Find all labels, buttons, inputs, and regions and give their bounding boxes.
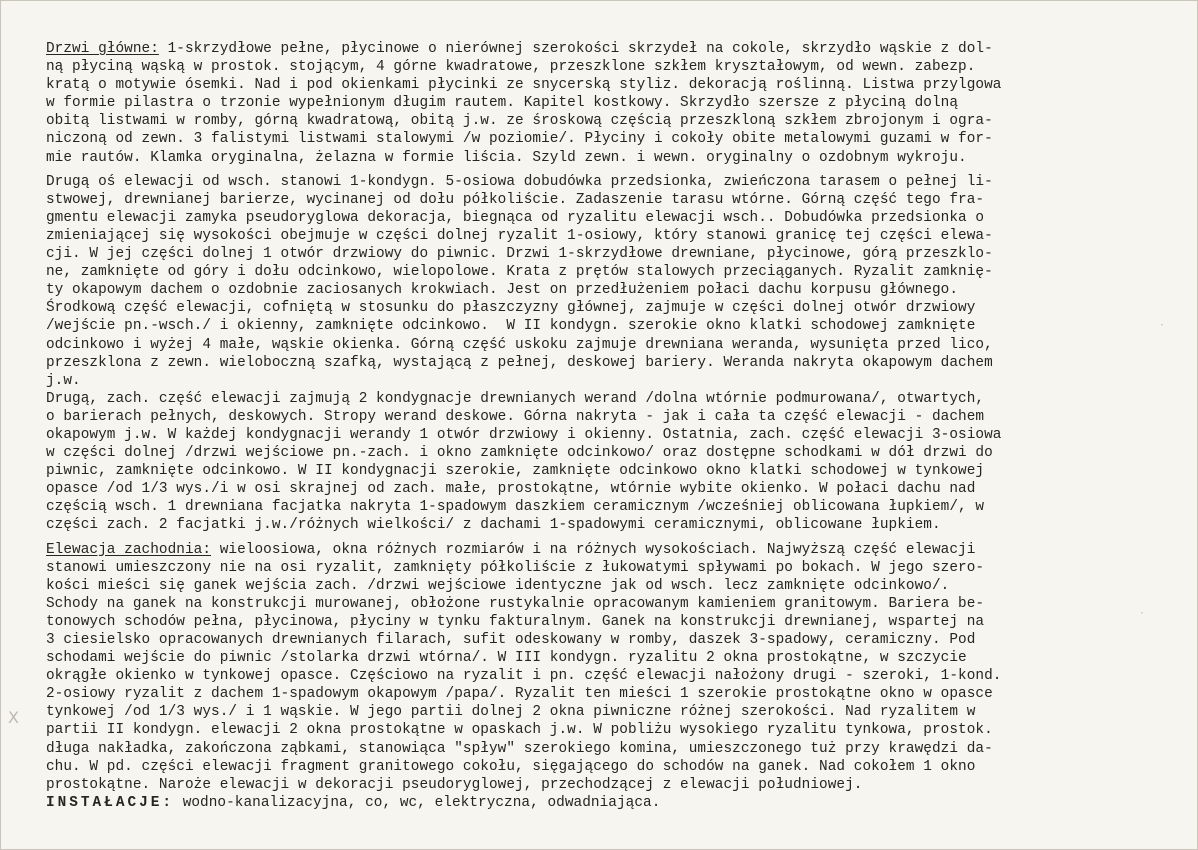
paragraph3-line: długa nakładka, zakończona ząbkami, stanowiąca "spływ" szerokiego komina, umieszczonego tuż przy krawędzi da-	[46, 740, 993, 757]
paragraph3-line: stanowi umieszczony nie na osi ryzalit, zamknięty półkoliście z łukowatymi spływami po bokach. W jego szero-	[46, 559, 985, 576]
paragraph3-line: tynkowej /od 1/3 wys./ i 1 wąskie. W jego partii dolnej 2 okna piwniczne różnej szerokości. Nad ryzalitem w	[46, 704, 976, 721]
paragraph2-line: zmieniającej się wysokości obejmuje w części dolnej ryzalit 1-osiowy, który stanowi granicę tej części elewa-	[46, 227, 993, 244]
paragraph2-line: opasce /od 1/3 wys./i w osi skrajnej od zach. małe, prostokątne, wtórnie wybite okienko. W połaci dachu nad	[46, 481, 976, 498]
paragraph3-line: 3 ciesielsko opracowanych drewnianych filarach, sufit odeskowany w romby, daszek 3-spadowy, ceramiczny. Pod	[46, 632, 976, 648]
paragraph2-line: Drugą, zach. część elewacji zajmują 2 kondygnacje drewnianych werand /dolna wtórnie podmurowana/, otwartych,	[46, 390, 985, 407]
paragraph2-line: stwowej, drewnianej barierze, wycinanej od dołu półkoliście. Zadaszenie tarasu wtórne. Górną część tego fra-	[46, 191, 985, 208]
paragraph1-label: Drzwi główne:	[46, 41, 159, 57]
paragraph3-line: okrągłe okienko w tynkowej opasce. Częściowo na ryzalit i pn. część elewacji nałożony drugi - szeroki, 1-kond.	[46, 668, 1002, 685]
paragraph2-line: części zach. 2 facjatki j.w./różnych wielkości/ z dachami 1-spadowymi ceramicznymi, oblicowane łupkiem.	[46, 517, 941, 534]
typewritten-text	[46, 40, 1166, 812]
paragraph1-line: mie rautów. Klamka oryginalna, żelazna w formie liścia. Szyld zewn. i wewn. oryginalny o ozdobnym wykroju.	[46, 149, 967, 166]
paragraph3-label: Elewacja zachodnia:	[46, 541, 212, 558]
paragraph3-line: schodami wejście do piwnic /stolarka drzwi wtórna/. W III kondygn. ryzalitu 2 okna prostokątne, w szczycie	[46, 650, 967, 667]
paragraph2-line: Drugą oś elewacji od wsch. stanowi 1-kondygn. 5-osiowa dobudówka przedsionka, zwieńczona tarasem o pełnej li-	[46, 173, 993, 190]
paragraph1-line: obitą listwami w romby, górną kwadratową, obitą j.w. ze śroskową częścią przeszkloną szkłem zbrojonym i ogra-	[46, 113, 993, 130]
paragraph2-line: gmentu elewacji zamyka pseudoryglowa dekoracja, biegnąca od ryzalitu elewacji wsch.. Dobudówka przedsionka o	[46, 209, 985, 226]
paragraph2-line: j.w.	[46, 372, 81, 389]
paper-speck: ·	[1140, 606, 1144, 620]
paragraph2-line: ty okapowym dachem o ozdobnie zaciosanych krokwiach. Jest on przedłużeniem połaci dachu korpusu głównego.	[46, 282, 959, 299]
paragraph3-line: Schody na ganek na konstrukcji murowanej, obłożone rustykalnie opracowanym kamieniem granitowym. Bariera be-	[46, 595, 985, 612]
paper-speck: ·	[1160, 318, 1164, 332]
paragraph3-line: kości mieści się ganek wejścia zach. /drzwi wejściowe identyczne jak od wsch. lecz zamknięte odcinkowo/.	[46, 577, 950, 594]
paragraph3-line: partii II kondygn. elewacji 2 okna prostokątne w opaskach j.w. W pobliżu wysokiego ryzalitu tynkowa, prostok.	[46, 722, 993, 739]
paragraph2-line: Środkową część elewacji, cofniętą w stosunku do płaszczyzny głównej, zajmuje w części dolnej otwór drzwiowy	[46, 300, 976, 317]
installations-heading: INSTAŁACJE:	[46, 794, 174, 811]
paragraph3-line: 2-osiowy ryzalit z dachem 1-spadowym okapowym /papa/. Ryzalit ten mieści 1 szerokie prostokątne okno w opasce	[46, 686, 993, 703]
paragraph2-line: ne, zamknięte od góry i dołu odcinkowo, wielopolowe. Krata z prętów stalowych przeciąganych. Ryzalit zamknię-	[46, 264, 993, 281]
paragraph1-line: kratą o motywie ósemki. Nad i pod okienkami płycinki ze snycerską styliz. dekoracją roślinną. Listwa przylgowa	[46, 77, 1002, 94]
paragraph1-line: ną płyciną wąską w prostok. stojącym, 4 górne kwadratowe, przeszklone szkłem kryształowym, od wewn. zabezp.	[46, 59, 976, 76]
paragraph2-line: /wejście pn.-wsch./ i okienny, zamknięte odcinkowo. W II kondygn. szerokie okno klatki schodowej zamknięte	[46, 318, 976, 335]
installations-line	[46, 794, 1166, 812]
paragraph1-line-1	[46, 40, 1166, 58]
paragraph3-line: tonowych schodów pełna, płycinowa, płyciny w tynku fakturalnym. Ganek na konstrukcji drewnianej, wspartej na	[46, 613, 985, 630]
paragraph2-line: piwnic, zamknięte odcinkowo. W II kondygnacji szerokie, zamknięte odcinkowo okno klatki schodowej w tynkowej	[46, 463, 985, 480]
paragraph2-line: częścią wsch. 1 drewniana facjatka nakryta 1-spadowym daszkiem ceramicznym /wcześniej oblicowana łupkiem/, w	[46, 499, 985, 516]
paragraph2-line: przeszklona z zewn. wieloboczną szafką, wystającą z pełnej, deskowej bariery. Weranda nakryta okapowym dachem	[46, 354, 993, 371]
paragraph1-line: w formie pilastra o trzonie wypełnionym długim rautem. Kapitel kostkowy. Skrzydło szersze z płyciną dolną	[46, 95, 959, 112]
paragraph2-line: okapowym j.w. W każdej kondygnacji werandy 1 otwór drzwiowy i okienny. Ostatnia, zach. część elewacji 3-osiowa	[46, 426, 1002, 443]
paragraph1-first-line: 1-skrzydłowe pełne, płycinowe o nierównej szerokości skrzydeł na cokole, skrzydło wąskie z dol-	[158, 41, 993, 57]
installations-text: wodno-kanalizacyjna, co, wc, elektryczna, odwadniająca.	[182, 794, 661, 811]
paragraph3-line: chu. W pd. części elewacji fragment granitowego cokołu, sięgającego do schodów na ganek. Nad cokołem 1 okno	[46, 758, 976, 775]
paragraph2-line: cji. W jej części dolnej 1 otwór drzwiowy do piwnic. Drzwi 1-skrzydłowe drewniane, płycinowe, górą przeszklo-	[46, 246, 993, 263]
paragraph3-first-line: wieloosiowa, okna różnych rozmiarów i na różnych wysokościach. Najwyższą część elewacji	[211, 541, 976, 558]
paragraph3-line: prostokątne. Naroże elewacji w dekoracji pseudoryglowej, przechodzącej z elewacji południowej.	[46, 776, 863, 793]
paragraph2-line: o barierach pełnych, deskowych. Stropy werand deskowe. Górna nakryta - jak i cała ta część elewacji - dachem	[46, 408, 985, 425]
paragraph3-line-1	[46, 541, 1166, 559]
paragraph2-line: w części dolnej /drzwi wejściowe pn.-zach. i okno zamknięte odcinkowo/ oraz dostępne schodkami w dół drzwi do	[46, 445, 993, 462]
margin-x-mark: X	[8, 708, 19, 727]
paragraph2-line: odcinkowo i wyżej 4 małe, wąskie okienka. Górną część uskoku zajmuje drewniana weranda, wysunięta przed lico,	[46, 336, 993, 353]
paragraph1-line: niczoną od zewn. 3 falistymi listwami stalowymi /w poziomie/. Płyciny i cokoły obite metalowymi guzami w for-	[46, 131, 993, 148]
